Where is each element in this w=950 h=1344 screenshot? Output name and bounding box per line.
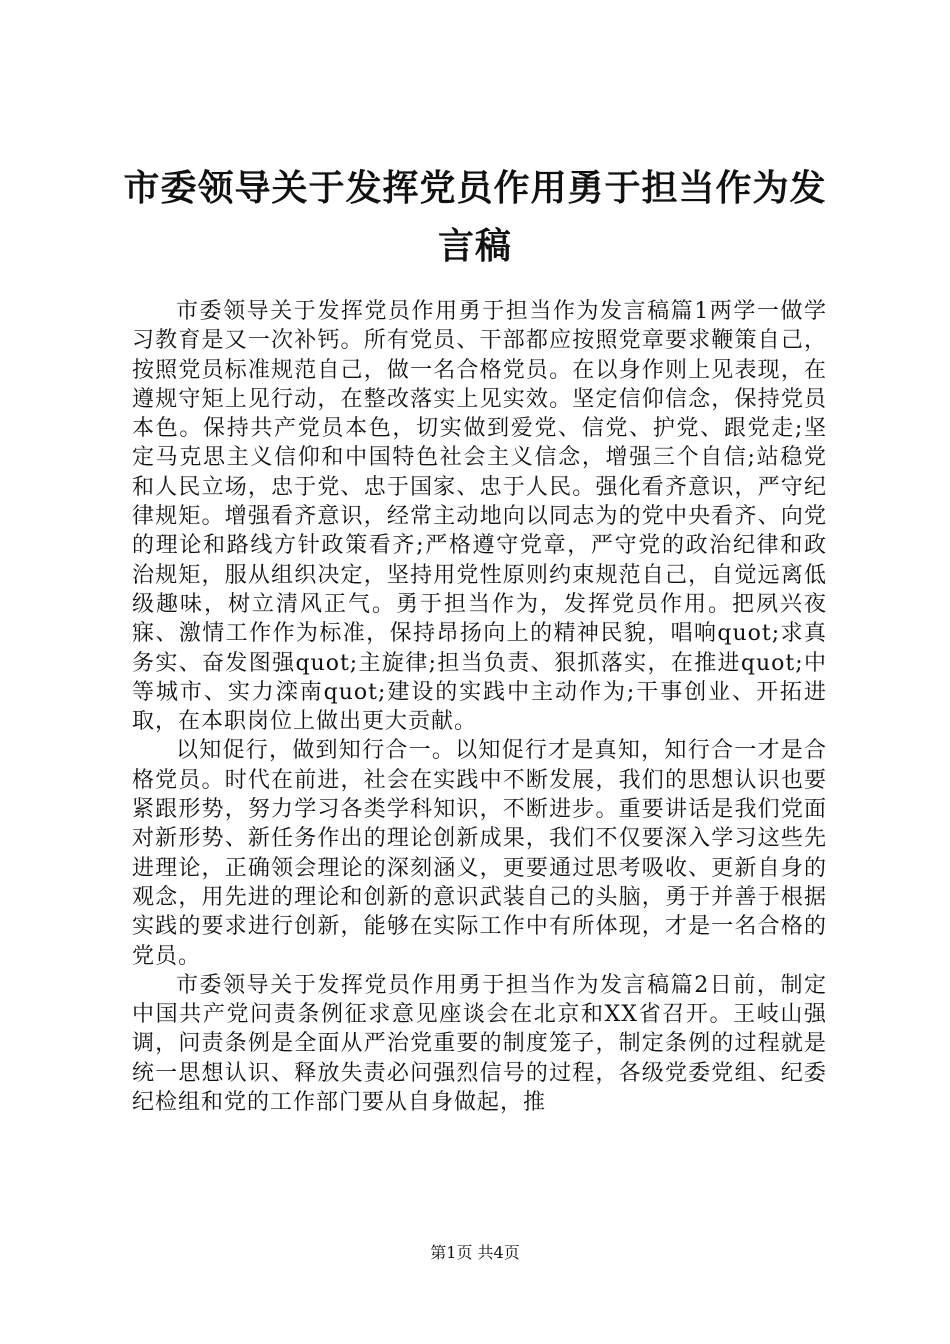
document-title: 市委领导关于发挥党员作用勇于担当作为发言稿 [123, 168, 827, 267]
paragraph-2: 以知促行，做到知行合一。以知促行才是真知，知行合一才是合格党员。时代在前进，社会在实践中不断发展，我们的思想认识也要紧跟形势，努力学习各类学科知识，不断进步。重要讲话是我们党面对新形势、新任务作出的理论创新成果，我们不仅要深入学习这些先进理论，正确领会理论的深刻涵义，更要通过思考吸收、更新自身的观念，用先进的理论和创新的意识武装自己的头脑，勇于并善于根据实践的要求进行创新，能够在实际工作中有所体现，才是一名合格的党员。 [132, 738, 827, 969]
page-footer: 第1页 共4页 [430, 1243, 520, 1262]
document-body [132, 297, 827, 1117]
paragraph-1: 市委领导关于发挥党员作用勇于担当作为发言稿篇1两学一做学习教育是又一次补钙。所有党员、干部都应按照党章要求鞭策自己，按照党员标准规范自己，做一名合格党员。在以身作则上见表现，在遵规守矩上见行动，在整改落实上见实效。坚定信仰信念，保持党员本色。保持共产党员本色，切实做到爱党、信党、护党、跟党走;坚定马克思主义信仰和中国特色社会主义信念，增强三个自信;站稳党和人民立场，忠于党、忠于国家、忠于人民。强化看齐意识，严守纪律规矩。增强看齐意识，经常主动地向以同志为的党中央看齐、向党的理论和路线方针政策看齐;严格遵守党章，严守党的政治纪律和政治规矩，服从组织决定，坚持用党性原则约束规范自己，自觉远离低级趣味，树立清风正气。勇于担当作为，发挥党员作用。把夙兴夜寐、激情工作作为标准，保持昂扬向上的精神民貌，唱响quot;求真务实、奋发图强quot;主旋律;担当负责、狠抓落实，在推进quot;中等城市、实力滦南quot;建设的实践中主动作为;干事创业、开拓进取，在本职岗位上做出更大贡献。 [132, 299, 827, 735]
paragraph-3: 市委领导关于发挥党员作用勇于担当作为发言稿篇2日前，制定中国共产党问责条例征求意见座谈会在北京和XX省召开。王岐山强调，问责条例是全面从严治党重要的制度笼子，制定条例的过程就是统一思想认识、释放失责必问强烈信号的过程，各级党委党组、纪委纪检组和党的工作部门要从自身做起，推 [132, 972, 827, 1116]
